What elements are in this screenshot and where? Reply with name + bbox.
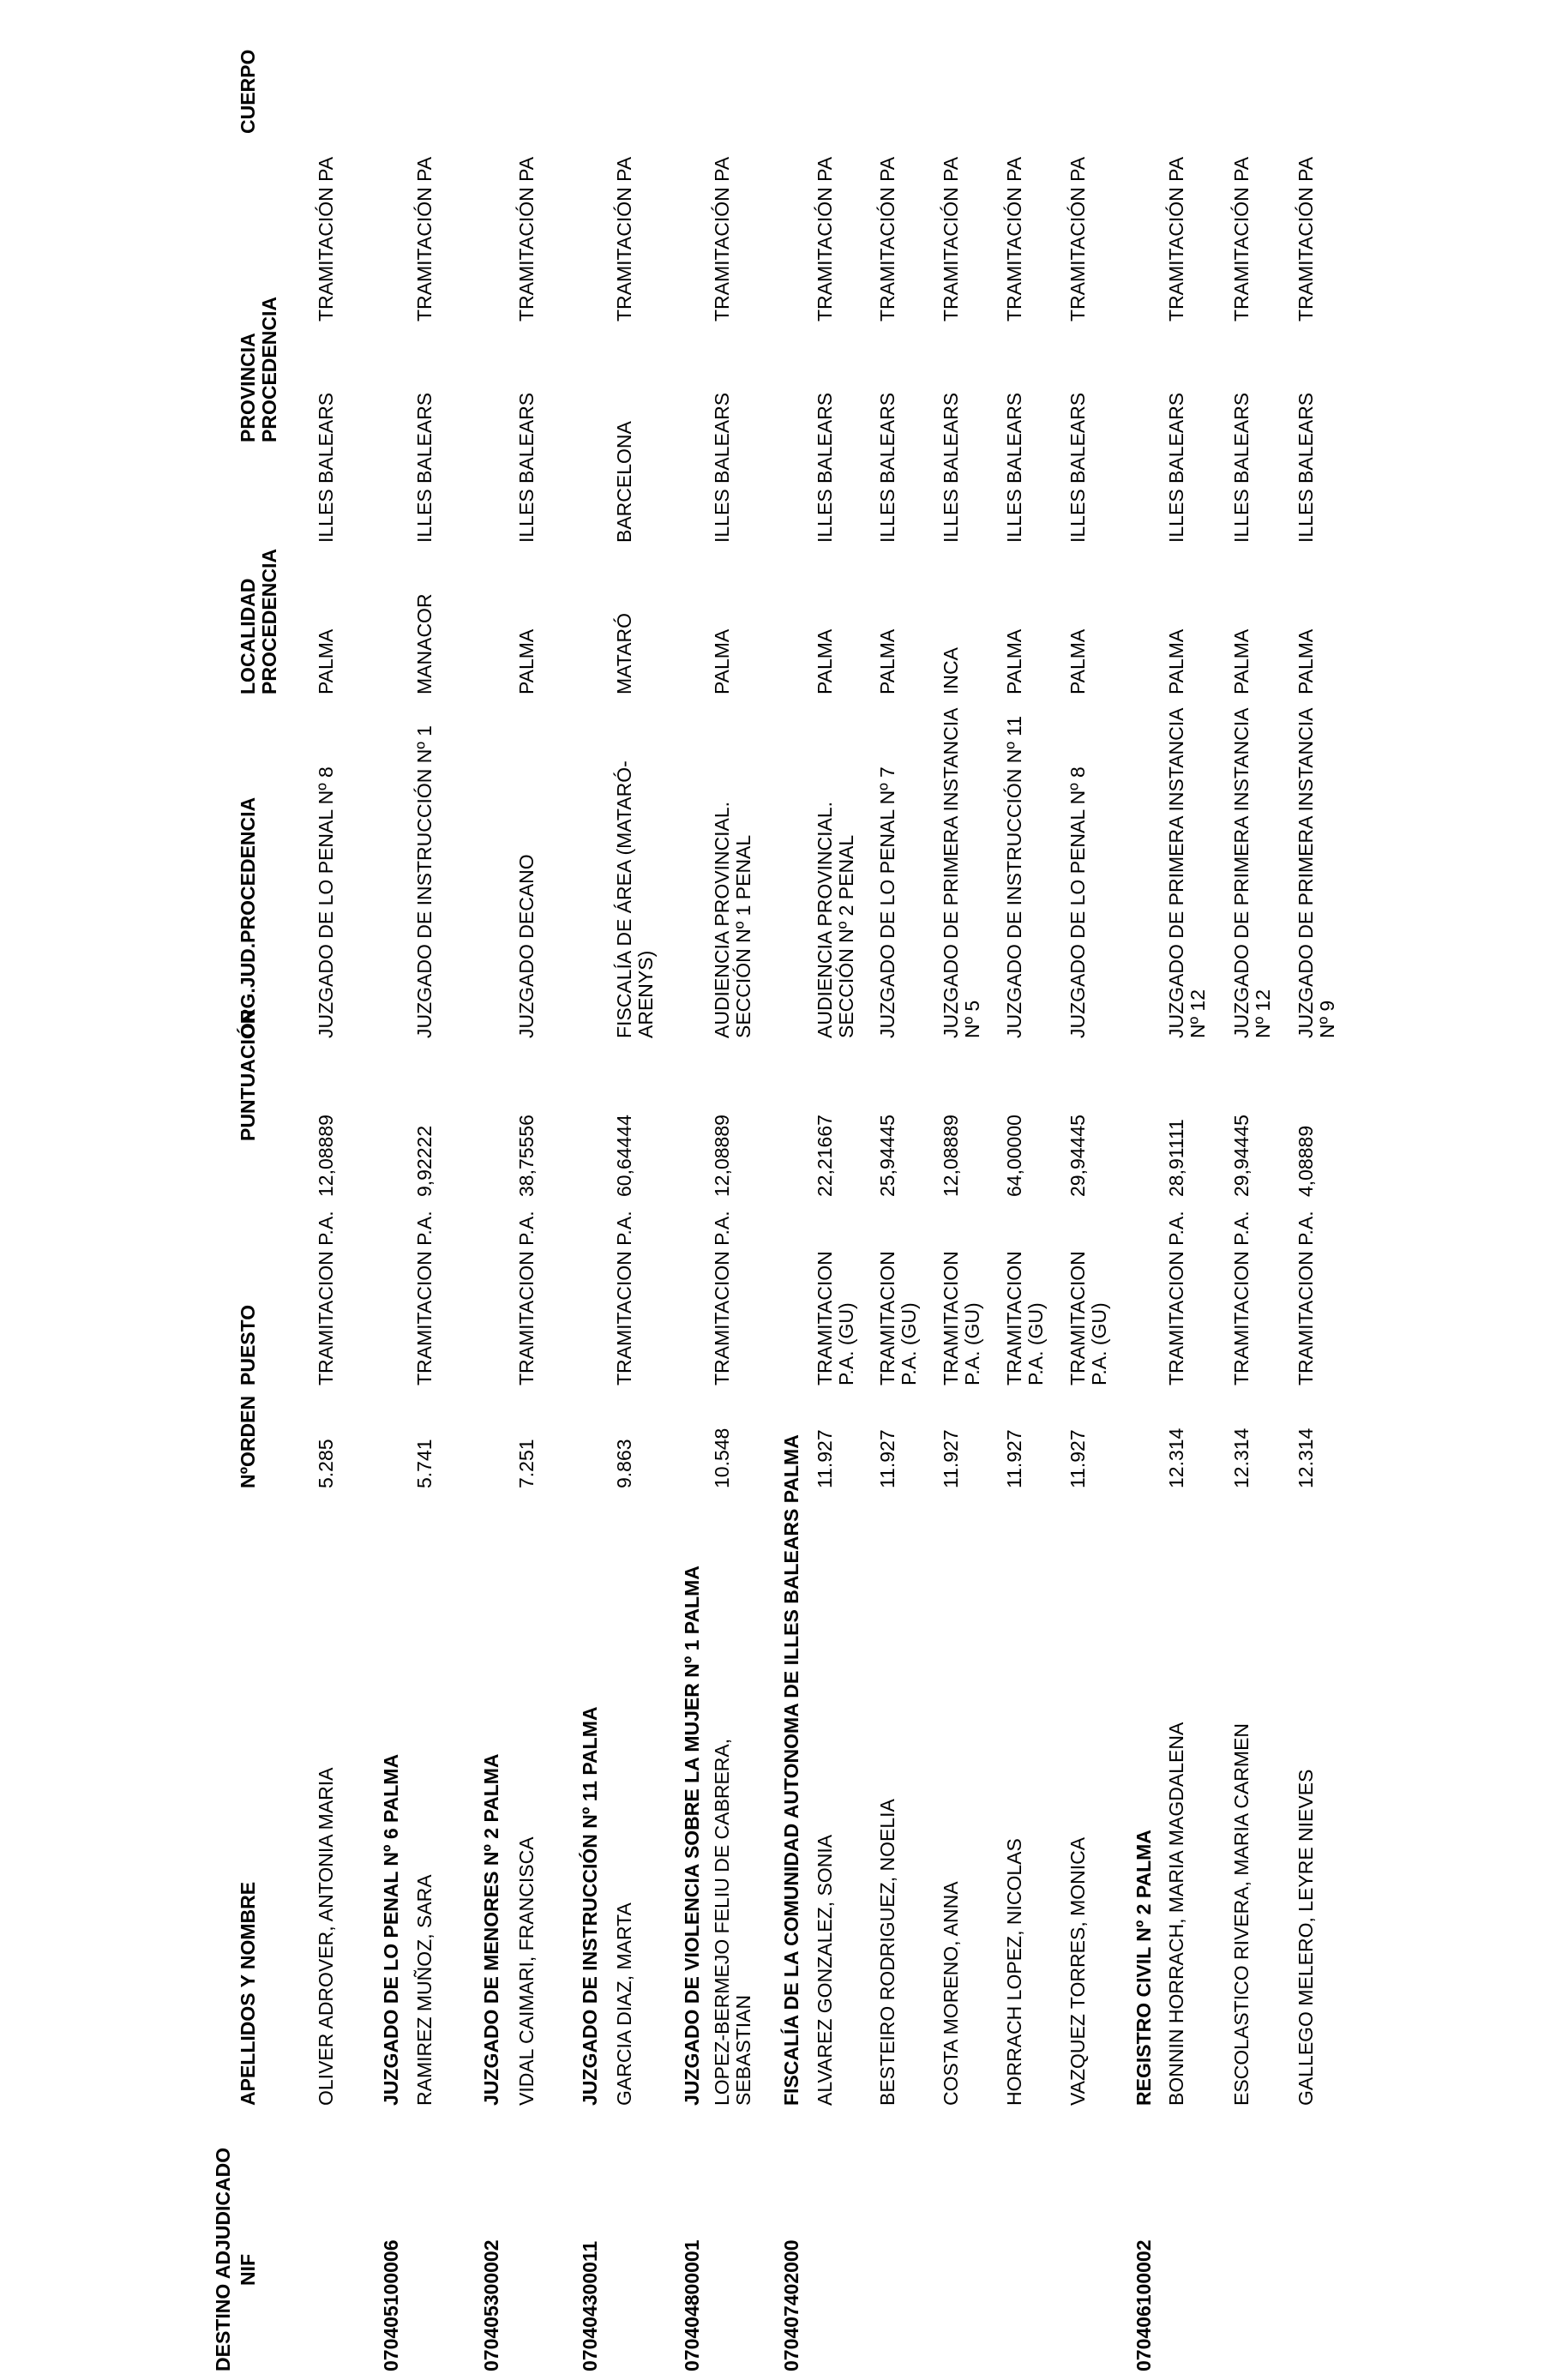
row-orden: 12.314: [1295, 1427, 1317, 1488]
row-nombre: GARCIA DIAZ, MARTA: [613, 1902, 635, 2106]
row-provincia: ILLES BALEARS: [1003, 392, 1025, 543]
row-cuerpo: TRAMITACIÓN PA: [315, 156, 337, 322]
group-code: 070404300011: [579, 2240, 601, 2371]
row-provincia: ILLES BALEARS: [413, 392, 436, 543]
row-provincia: ILLES BALEARS: [876, 392, 898, 543]
row-puntuacion: 25,94445: [876, 1115, 898, 1197]
section-title: DESTINO ADJUDICADO: [212, 2147, 234, 2371]
row-nombre: ESCOLASTICO RIVERA, MARIA CARMEN: [1230, 1722, 1253, 2106]
row-orden: 10.548: [711, 1427, 733, 1488]
row-organo: JUZGADO DE LO PENAL Nº 8: [1066, 766, 1089, 1038]
group-code: 070405300002: [480, 2239, 502, 2371]
row-provincia: BARCELONA: [613, 421, 635, 543]
row-organo: JUZGADO DE PRIMERA INSTANCIA Nº 12: [1165, 708, 1209, 1038]
group-name: JUZGADO DE LO PENAL Nº 6 PALMA: [380, 1753, 402, 2106]
row-puntuacion: 28,91111: [1165, 1119, 1187, 1197]
row-puntuacion: 22,21667: [814, 1115, 836, 1197]
row-puesto: TRAMITACION P.A. (GU): [876, 1251, 920, 1385]
row-puesto: TRAMITACION P.A.: [515, 1211, 538, 1385]
group-code: 070406100002: [1132, 2239, 1155, 2371]
row-organo: JUZGADO DE LO PENAL Nº 8: [315, 766, 337, 1038]
row-cuerpo: TRAMITACIÓN PA: [1066, 156, 1089, 322]
row-nombre: VIDAL CAIMARI, FRANCISCA: [515, 1836, 538, 2106]
row-orden: 7.251: [515, 1439, 538, 1488]
row-puntuacion: 38,75556: [515, 1115, 538, 1197]
row-puesto: TRAMITACION P.A.: [1165, 1211, 1187, 1385]
row-orden: 11.927: [876, 1429, 898, 1488]
group-code: 070407402000: [780, 2239, 802, 2371]
row-localidad: PALMA: [814, 628, 836, 694]
row-puntuacion: 64,00000: [1003, 1115, 1025, 1197]
row-puntuacion: 12,08889: [940, 1115, 962, 1197]
header-localidad-procedencia: LOCALIDAD PROCEDENCIA: [237, 549, 280, 694]
row-provincia: ILLES BALEARS: [315, 392, 337, 543]
row-nombre: COSTA MORENO, ANNA: [940, 1881, 962, 2106]
row-nombre: HORRACH LOPEZ, NICOLAS: [1003, 1838, 1025, 2106]
row-orden: 11.927: [1066, 1429, 1089, 1488]
row-cuerpo: TRAMITACIÓN PA: [413, 156, 436, 322]
row-puntuacion: 4,08889: [1295, 1125, 1317, 1197]
row-orden: 5.285: [315, 1439, 337, 1488]
row-cuerpo: TRAMITACIÓN PA: [1295, 156, 1317, 322]
row-provincia: ILLES BALEARS: [1165, 392, 1187, 543]
header-puesto: PUESTO: [237, 1304, 259, 1385]
header-apellidos-nombre: APELLIDOS Y NOMBRE: [237, 1881, 259, 2106]
row-provincia: ILLES BALEARS: [711, 392, 733, 543]
row-localidad: PALMA: [515, 628, 538, 694]
row-organo: FISCALÍA DE ÁREA (MATARÓ-ARENYS): [613, 760, 657, 1038]
header-numero-orden: NºORDEN: [237, 1395, 259, 1488]
row-puntuacion: 9,92222: [413, 1125, 436, 1197]
header-organo-procedencia: ORG.JUD.PROCEDENCIA: [237, 796, 259, 1038]
header-cuerpo: CUERPO: [237, 49, 259, 134]
row-cuerpo: TRAMITACIÓN PA: [876, 156, 898, 322]
row-organo: JUZGADO DECANO: [515, 854, 538, 1038]
row-cuerpo: TRAMITACIÓN PA: [814, 156, 836, 322]
row-nombre: VAZQUEZ TORRES, MONICA: [1066, 1836, 1089, 2106]
row-nombre: LOPEZ-BERMEJO FELIU DE CABRERA, SEBASTIAN: [711, 1738, 754, 2106]
row-localidad: PALMA: [1230, 628, 1253, 694]
row-orden: 11.927: [1003, 1429, 1025, 1488]
row-puntuacion: 12,08889: [315, 1115, 337, 1197]
row-orden: 12.314: [1230, 1427, 1253, 1488]
row-localidad: INCA: [940, 647, 962, 694]
row-puesto: TRAMITACION P.A. (GU): [1066, 1251, 1110, 1385]
row-orden: 12.314: [1165, 1427, 1187, 1488]
row-nombre: GALLEGO MELERO, LEYRE NIEVES: [1295, 1769, 1317, 2106]
row-puesto: TRAMITACION P.A.: [613, 1211, 635, 1385]
row-nombre: BONNIN HORRACH, MARIA MAGDALENA: [1165, 1722, 1187, 2106]
row-cuerpo: TRAMITACIÓN PA: [515, 156, 538, 322]
row-organo: JUZGADO DE PRIMERA INSTANCIA Nº 12: [1230, 708, 1274, 1038]
row-organo: AUDIENCIA PROVINCIAL. SECCIÓN Nº 1 PENAL: [711, 801, 754, 1038]
row-orden: 11.927: [940, 1429, 962, 1488]
row-organo: AUDIENCIA PROVINCIAL. SECCIÓN Nº 2 PENAL: [814, 801, 857, 1038]
row-organo: JUZGADO DE PRIMERA INSTANCIA Nº 5: [940, 708, 983, 1038]
header-puntuacion: PUNTUACIÓN: [237, 1009, 259, 1141]
row-nombre: RAMIREZ MUÑOZ, SARA: [413, 1874, 436, 2106]
row-puntuacion: 60,64444: [613, 1115, 635, 1197]
row-organo: JUZGADO DE INSTRUCCIÓN Nº 11: [1003, 715, 1025, 1038]
row-cuerpo: TRAMITACIÓN PA: [613, 156, 635, 322]
row-orden: 11.927: [814, 1429, 836, 1488]
header-nif: NIF: [237, 2253, 259, 2286]
group-name: REGISTRO CIVIL Nº 2 PALMA: [1132, 1830, 1155, 2106]
group-code: 070404800001: [681, 2239, 703, 2371]
row-puesto: TRAMITACION P.A. (GU): [1003, 1251, 1047, 1385]
row-localidad: PALMA: [315, 628, 337, 694]
row-cuerpo: TRAMITACIÓN PA: [1230, 156, 1253, 322]
row-provincia: ILLES BALEARS: [1230, 392, 1253, 543]
row-cuerpo: TRAMITACIÓN PA: [1003, 156, 1025, 322]
row-localidad: PALMA: [711, 628, 733, 694]
row-cuerpo: TRAMITACIÓN PA: [711, 156, 733, 322]
row-puesto: TRAMITACION P.A. (GU): [940, 1251, 983, 1385]
row-provincia: ILLES BALEARS: [1295, 392, 1317, 543]
row-puesto: TRAMITACION P.A.: [711, 1211, 733, 1385]
row-puesto: TRAMITACION P.A. (GU): [814, 1251, 857, 1385]
header-provincia-procedencia: PROVINCIA PROCEDENCIA: [237, 297, 280, 442]
row-cuerpo: TRAMITACIÓN PA: [940, 156, 962, 322]
group-name: FISCALÍA DE LA COMUNIDAD AUTONOMA DE ILLES BALEARS PALMA: [780, 1434, 802, 2106]
row-provincia: ILLES BALEARS: [515, 392, 538, 543]
row-nombre: ALVAREZ GONZALEZ, SONIA: [814, 1834, 836, 2106]
row-localidad: PALMA: [1295, 628, 1317, 694]
row-localidad: PALMA: [876, 628, 898, 694]
row-organo: JUZGADO DE INSTRUCCIÓN Nº 1: [413, 725, 436, 1038]
row-localidad: MATARÓ: [613, 613, 635, 694]
row-organo: JUZGADO DE LO PENAL Nº 7: [876, 766, 898, 1038]
row-provincia: ILLES BALEARS: [814, 392, 836, 543]
group-name: JUZGADO DE VIOLENCIA SOBRE LA MUJER Nº 1 PALMA: [681, 1566, 703, 2106]
group-name: JUZGADO DE MENORES Nº 2 PALMA: [480, 1753, 502, 2106]
group-code: 070405100006: [380, 2239, 402, 2371]
row-orden: 9.863: [613, 1439, 635, 1488]
row-localidad: PALMA: [1066, 628, 1089, 694]
group-name: JUZGADO DE INSTRUCCIÓN Nº 11 PALMA: [579, 1706, 601, 2106]
row-puesto: TRAMITACION P.A.: [1295, 1211, 1317, 1385]
row-cuerpo: TRAMITACIÓN PA: [1165, 156, 1187, 322]
row-orden: 5.741: [413, 1439, 436, 1488]
row-puntuacion: 29,94445: [1066, 1115, 1089, 1197]
row-localidad: MANACOR: [413, 593, 436, 694]
row-puesto: TRAMITACION P.A.: [315, 1211, 337, 1385]
row-puesto: TRAMITACION P.A.: [413, 1211, 436, 1385]
row-nombre: BESTEIRO RODRIGUEZ, NOELIA: [876, 1799, 898, 2106]
row-provincia: ILLES BALEARS: [940, 392, 962, 543]
row-organo: JUZGADO DE PRIMERA INSTANCIA Nº 9: [1295, 708, 1338, 1038]
row-nombre: OLIVER ADROVER, ANTONIA MARIA: [315, 1767, 337, 2106]
row-provincia: ILLES BALEARS: [1066, 392, 1089, 543]
row-localidad: PALMA: [1003, 628, 1025, 694]
row-puntuacion: 29,94445: [1230, 1115, 1253, 1197]
row-puesto: TRAMITACION P.A.: [1230, 1211, 1253, 1385]
row-puntuacion: 12,08889: [711, 1115, 733, 1197]
row-localidad: PALMA: [1165, 628, 1187, 694]
